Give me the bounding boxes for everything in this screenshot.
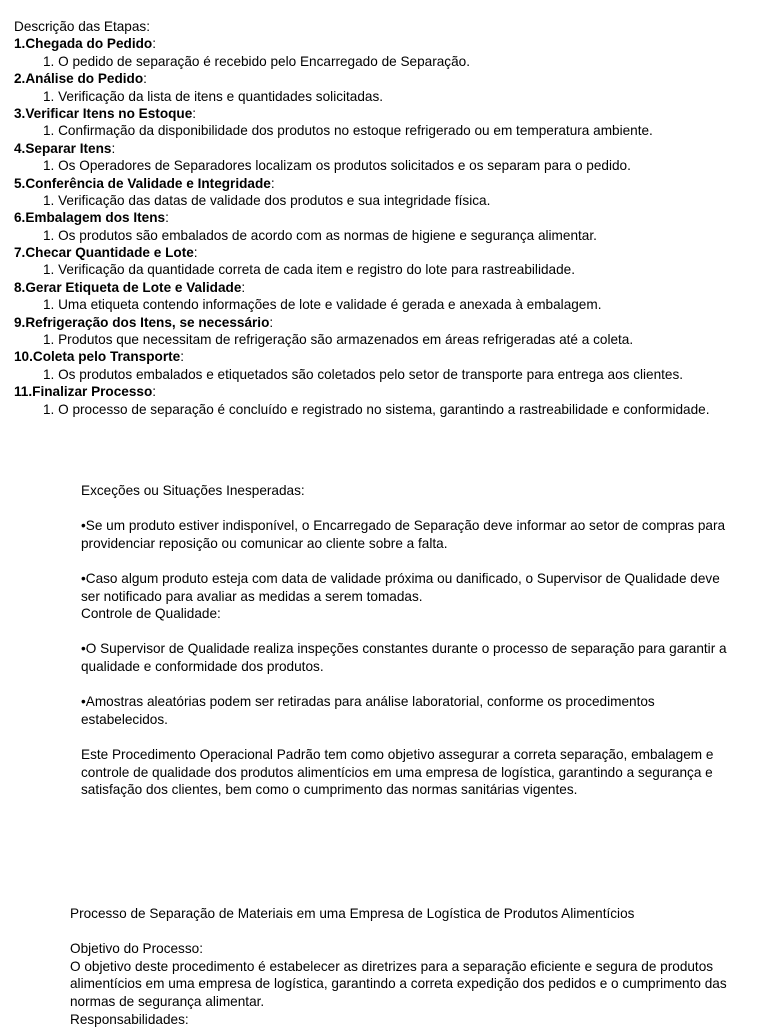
step-item: 1. Verificação da lista de itens e quantidades solicitadas. (43, 88, 384, 104)
exception-bullet: •Caso algum produto esteja com data de validade próxima ou danificado, o Supervisor de Qualidade deve ser notificado para avaliar as medidas a serem tomadas. (81, 570, 720, 604)
step-title: 7.Checar Quantidade e Lote: (14, 245, 198, 261)
steps-section (14, 18, 766, 418)
step-item: 1. O processo de separação é concluído e registrado no sistema, garantindo a rastreabilidade e conformidade. (43, 401, 710, 417)
objective-text: O objetivo deste procedimento é estabelecer as diretrizes para a separação eficiente e segura de produtos alimentícios em uma empresa de logística, garantindo a correta expedição dos pedidos e o cumprimento das normas de segurança alimentar. (70, 958, 727, 1009)
step-title: 1.Chegada do Pedido: (14, 36, 157, 52)
step-item: 1. Os Operadores de Separadores localizam os produtos solicitados e os separam para o pedido. (43, 158, 631, 174)
step-title: 2.Análise do Pedido: (14, 71, 147, 87)
exceptions-section (81, 482, 731, 799)
process-title: Processo de Separação de Materiais em uma Empresa de Logística de Produtos Alimentícios (70, 906, 635, 921)
exception-bullet: •Se um produto estiver indisponível, o Encarregado de Separação deve informar ao setor de compras para providenciar reposição ou comunicar ao cliente sobre a falta. (81, 518, 726, 551)
steps-heading: Descrição das Etapas: (14, 19, 151, 34)
exceptions-heading: Exceções ou Situações Inesperadas: (81, 483, 305, 498)
objective-heading: Objetivo do Processo: (70, 941, 203, 957)
step-item: 1. Os produtos embalados e etiquetados são coletados pelo setor de transporte para entrega aos clientes. (43, 366, 684, 382)
step-title: 8.Gerar Etiqueta de Lote e Validade: (14, 279, 246, 295)
step-title: 3.Verificar Itens no Estoque: (14, 105, 197, 121)
responsibilities-heading: Responsabilidades: (70, 1011, 189, 1027)
step-title: 5.Conferência de Validade e Integridade: (14, 175, 275, 191)
closing-paragraph: Este Procedimento Operacional Padrão tem como objetivo assegurar a correta separação, embalagem e controle de qualidade dos produtos alimentícios em uma empresa de logística, garantindo a segurança e satisfação dos clientes, bem como o cumprimento das normas sanitárias vigentes. (81, 746, 714, 798)
step-item: 1. Confirmação da disponibilidade dos produtos no estoque refrigerado ou em temperatura ambiente. (43, 123, 653, 139)
step-item: 1. O pedido de separação é recebido pelo Encarregado de Separação. (43, 53, 470, 69)
quality-bullet: •Amostras aleatórias podem ser retiradas para análise laboratorial, conforme os procedimentos estabelecidos. (81, 694, 655, 727)
step-item: 1. Verificação das datas de validade dos produtos e sua integridade física. (43, 192, 491, 208)
step-title: 9.Refrigeração dos Itens, se necessário: (14, 314, 274, 330)
process-section (70, 905, 730, 1028)
step-item: 1. Produtos que necessitam de refrigeração são armazenados em áreas refrigeradas até a coleta. (43, 332, 634, 348)
step-title: 6.Embalagem dos Itens: (14, 210, 169, 226)
step-item: 1. Verificação da quantidade correta de cada item e registro do lote para rastreabilidade. (43, 262, 575, 278)
quality-control-heading: Controle de Qualidade: (81, 606, 221, 622)
step-title: 11.Finalizar Processo: (14, 384, 157, 400)
step-title: 4.Separar Itens: (14, 140, 116, 156)
step-item: 1. Os produtos são embalados de acordo com as normas de higiene e segurança alimentar. (43, 227, 597, 243)
quality-bullet: •O Supervisor de Qualidade realiza inspeções constantes durante o processo de separação para garantir a qualidade e conformidade dos produtos. (81, 641, 727, 674)
step-title: 10.Coleta pelo Transporte: (14, 349, 184, 365)
step-item: 1. Uma etiqueta contendo informações de lote e validade é gerada e anexada à embalagem. (43, 297, 602, 313)
